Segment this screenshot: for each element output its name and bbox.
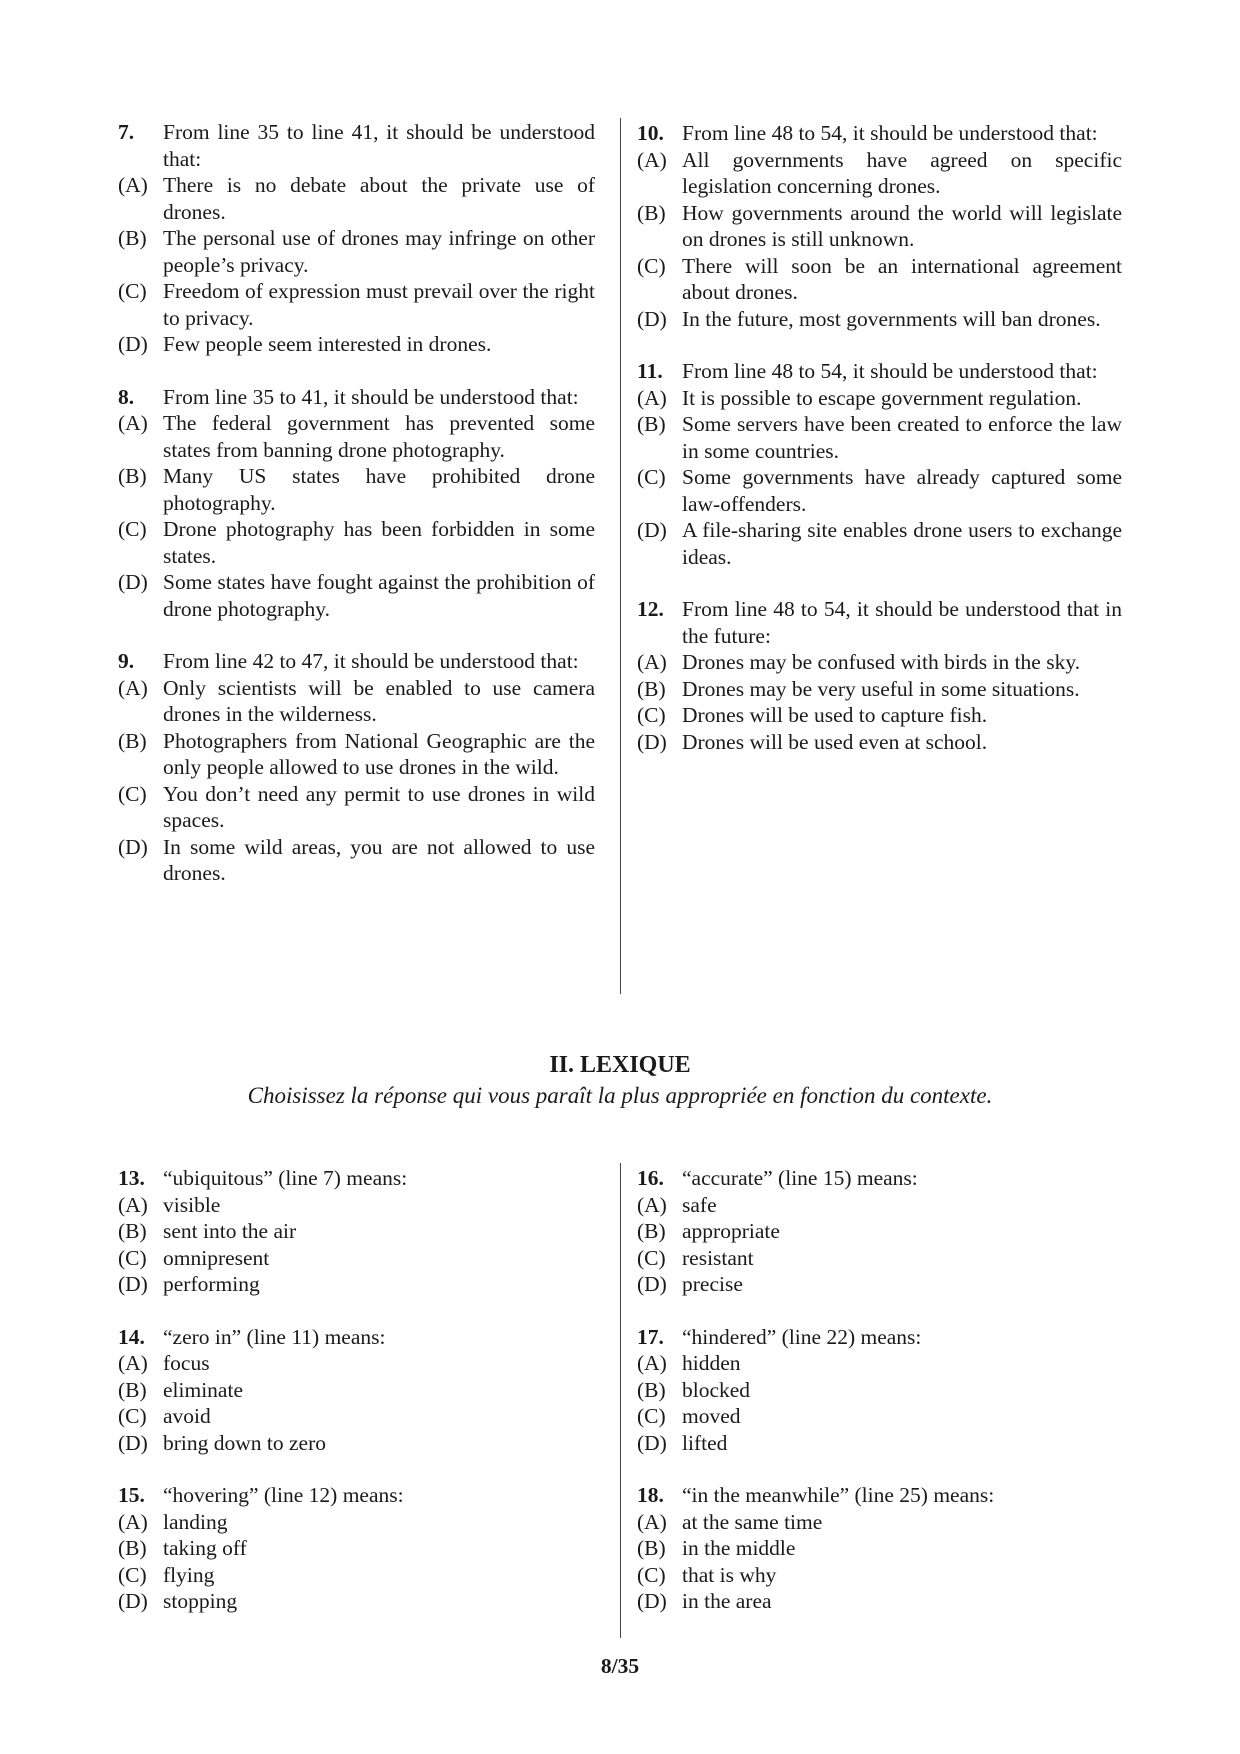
option-text: Some states have fought against the prohibition of drone photography. [163,570,595,621]
part2-left-column [118,1165,595,1641]
answer-option [637,1377,1122,1404]
question-number: 15. [118,1483,145,1507]
option-text: There will soon be an international agreement about drones. [682,253,1122,304]
option-text: omnipresent [163,1245,270,1270]
question-stem [637,1165,1122,1192]
answer-option [118,834,595,887]
option-text: that is why [682,1562,777,1587]
option-label: (A) [118,675,148,700]
option-text: In some wild areas, you are not allowed to use drones. [163,834,595,885]
option-label: (C) [637,253,666,278]
question-16 [637,1165,1122,1298]
answer-option [118,1350,595,1377]
question-11 [637,358,1122,570]
question-text: “zero in” (line 11) means: [163,1324,386,1349]
question-text: From line 48 to 54, it should be understood that: [682,359,1098,383]
answer-option [637,729,1122,756]
option-text: Many US states have prohibited drone photography. [163,464,595,515]
option-text: You don’t need any permit to use drones in wild spaces. [163,781,595,832]
option-text: blocked [682,1377,751,1402]
option-label: (C) [118,781,147,806]
option-label: (C) [637,1404,666,1428]
option-label: (C) [637,1245,666,1270]
option-text: Only scientists will be enabled to use camera drones in the wilderness. [163,675,595,726]
option-text: focus [163,1351,210,1375]
option-text: Few people seem interested in drones. [163,332,492,356]
option-label: (B) [637,1536,666,1560]
answer-option [637,649,1122,676]
question-stem [118,1165,595,1192]
answer-option [118,463,595,516]
answer-option [637,1403,1122,1430]
question-12 [637,596,1122,755]
question-stem [118,648,595,675]
part1-right-column [637,120,1122,781]
option-text: stopping [163,1589,238,1613]
option-label: (C) [118,279,147,303]
question-number: 9. [118,649,135,673]
option-label: (A) [118,1192,148,1217]
question-text: “ubiquitous” (line 7) means: [163,1166,408,1190]
option-label: (B) [118,226,147,250]
question-text: “accurate” (line 15) means: [682,1166,918,1190]
option-text: Drones may be confused with birds in the sky. [682,650,1081,674]
answer-option [118,516,595,569]
question-stem [118,1324,595,1351]
option-label: (A) [637,1509,667,1534]
question-text: “hovering” (line 12) means: [163,1483,404,1507]
option-label: (B) [637,1219,666,1243]
option-label: (A) [637,1192,667,1217]
answer-option [637,702,1122,729]
question-number: 17. [637,1324,664,1349]
option-label: (D) [118,570,148,594]
section-instructions: Choisissez la réponse qui vous paraît la plus appropriée en fonction du contexte. [247,1083,993,1108]
answer-option [118,569,595,622]
option-label: (A) [118,411,148,435]
option-text: visible [163,1192,221,1217]
option-label: (D) [118,1272,148,1296]
question-8 [118,384,595,623]
question-number: 18. [637,1483,664,1507]
answer-option [637,306,1122,333]
answer-option [118,675,595,728]
answer-option [637,200,1122,253]
option-label: (A) [637,385,667,410]
option-label: (B) [118,1377,147,1402]
answer-option [118,331,595,358]
option-label: (C) [637,703,666,727]
part1-column-divider [620,118,621,994]
option-label: (D) [118,1589,148,1613]
question-text: From line 42 to 47, it should be understood that: [163,649,579,673]
option-label: (D) [637,306,667,331]
answer-option [118,225,595,278]
option-text: at the same time [682,1509,823,1534]
option-label: (C) [118,1562,147,1587]
part2-right-column [637,1165,1122,1641]
question-text: “in the meanwhile” (line 25) means: [682,1483,995,1507]
option-text: eliminate [163,1377,243,1402]
option-text: avoid [163,1404,211,1428]
answer-option [637,411,1122,464]
answer-option [118,1271,595,1298]
option-text: It is possible to escape government regulation. [682,385,1082,410]
answer-option [637,1271,1122,1298]
question-stem [118,384,595,411]
option-text: Some servers have been created to enforce the law in some countries. [682,412,1122,463]
option-label: (D) [637,1430,667,1455]
question-text: From line 48 to 54, it should be understood that in the future: [682,597,1122,648]
question-13 [118,1165,595,1298]
option-text: appropriate [682,1219,780,1243]
option-label: (C) [637,1562,666,1587]
option-text: Photographers from National Geographic are the only people allowed to use drones in the wild. [163,728,595,779]
option-text: In the future, most governments will ban drones. [682,306,1101,331]
option-label: (B) [637,1377,666,1402]
question-stem [637,1324,1122,1351]
answer-option [637,1509,1122,1536]
answer-option [637,253,1122,306]
answer-option [637,385,1122,412]
answer-option [637,1245,1122,1272]
section-title: II. LEXIQUE [549,1052,691,1078]
answer-option [118,1403,595,1430]
answer-option [637,147,1122,200]
answer-option [118,1192,595,1219]
option-text: sent into the air [163,1219,297,1243]
question-stem [637,120,1122,147]
option-text: safe [682,1192,717,1217]
option-text: Drone photography has been forbidden in some states. [163,517,595,568]
question-text: From line 48 to 54, it should be understood that: [682,121,1098,145]
answer-option [118,728,595,781]
option-label: (B) [637,412,666,436]
answer-option [118,1509,595,1536]
question-17 [637,1324,1122,1457]
answer-option [118,278,595,331]
question-9 [118,648,595,887]
option-label: (B) [637,200,666,225]
option-text: flying [163,1562,215,1587]
answer-option [637,1430,1122,1457]
question-number: 11. [637,359,663,383]
option-label: (A) [637,1351,667,1375]
option-label: (D) [118,834,148,859]
option-label: (A) [637,650,667,674]
answer-option [637,1535,1122,1562]
option-label: (D) [637,1272,667,1296]
answer-option [637,464,1122,517]
question-text: From line 35 to line 41, it should be understood that: [163,120,595,171]
question-number: 16. [637,1166,664,1190]
answer-option [637,1192,1122,1219]
answer-option [637,676,1122,703]
question-stem [118,1482,595,1509]
answer-option [118,781,595,834]
option-text: taking off [163,1536,247,1560]
question-14 [118,1324,595,1457]
option-text: A file-sharing site enables drone users to exchange ideas. [682,518,1122,569]
option-label: (C) [118,1404,147,1428]
option-text: resistant [682,1245,754,1270]
option-text: Drones will be used even at school. [682,729,988,754]
question-stem [637,1482,1122,1509]
question-10 [637,120,1122,332]
option-text: The federal government has prevented some states from banning drone photography. [163,411,595,462]
option-text: All governments have agreed on specific legislation concerning drones. [682,147,1122,198]
answer-option [118,1245,595,1272]
option-text: performing [163,1272,260,1296]
option-label: (C) [637,465,666,489]
answer-option [118,1430,595,1457]
question-stem [637,596,1122,649]
question-7 [118,119,595,358]
option-text: Drones will be used to capture fish. [682,703,988,727]
answer-option [118,1535,595,1562]
option-text: How governments around the world will legislate on drones is still unknown. [682,200,1122,251]
question-number: 7. [118,120,135,144]
question-15 [118,1482,595,1615]
option-label: (D) [637,518,667,542]
question-number: 14. [118,1324,145,1349]
question-stem [637,358,1122,385]
answer-option [118,1377,595,1404]
option-label: (A) [118,1351,148,1375]
option-label: (D) [118,1430,148,1455]
part1-left-column [118,119,595,913]
option-text: landing [163,1509,228,1534]
answer-option [637,1588,1122,1615]
question-text: From line 35 to 41, it should be understood that: [163,384,579,409]
option-label: (D) [637,729,667,754]
question-18 [637,1482,1122,1615]
option-label: (D) [118,332,148,356]
option-label: (D) [637,1589,667,1613]
option-text: hidden [682,1351,741,1375]
page-number: 8/35 [600,1654,640,1678]
answer-option [118,410,595,463]
option-text: The personal use of drones may infringe on other people’s privacy. [163,226,595,277]
question-number: 8. [118,384,135,409]
option-label: (A) [118,173,148,197]
option-label: (B) [118,1219,147,1243]
answer-option [118,1218,595,1245]
question-text: “hindered” (line 22) means: [682,1324,922,1349]
answer-option [637,517,1122,570]
answer-option [118,1562,595,1589]
option-text: Drones may be very useful in some situations. [682,676,1080,701]
option-text: Freedom of expression must prevail over the right to privacy. [163,279,595,330]
answer-option [637,1350,1122,1377]
option-text: Some governments have already captured some law-offenders. [682,465,1122,516]
question-number: 13. [118,1166,145,1190]
option-label: (A) [118,1509,148,1534]
question-number: 12. [637,597,664,621]
question-stem [118,119,595,172]
option-text: bring down to zero [163,1430,327,1455]
option-label: (C) [118,517,147,541]
answer-option [637,1562,1122,1589]
option-text: in the area [682,1589,772,1613]
answer-option [118,1588,595,1615]
option-label: (B) [118,464,147,488]
answer-option [637,1218,1122,1245]
option-text: lifted [682,1430,728,1455]
option-label: (C) [118,1245,147,1270]
option-text: precise [682,1272,743,1296]
part2-column-divider [620,1163,621,1638]
option-text: There is no debate about the private use of drones. [163,173,595,224]
option-label: (B) [118,728,147,753]
question-number: 10. [637,121,664,145]
option-label: (B) [637,676,666,701]
option-text: moved [682,1404,741,1428]
option-label: (A) [637,147,667,172]
answer-option [118,172,595,225]
option-label: (B) [118,1536,147,1560]
option-text: in the middle [682,1536,796,1560]
